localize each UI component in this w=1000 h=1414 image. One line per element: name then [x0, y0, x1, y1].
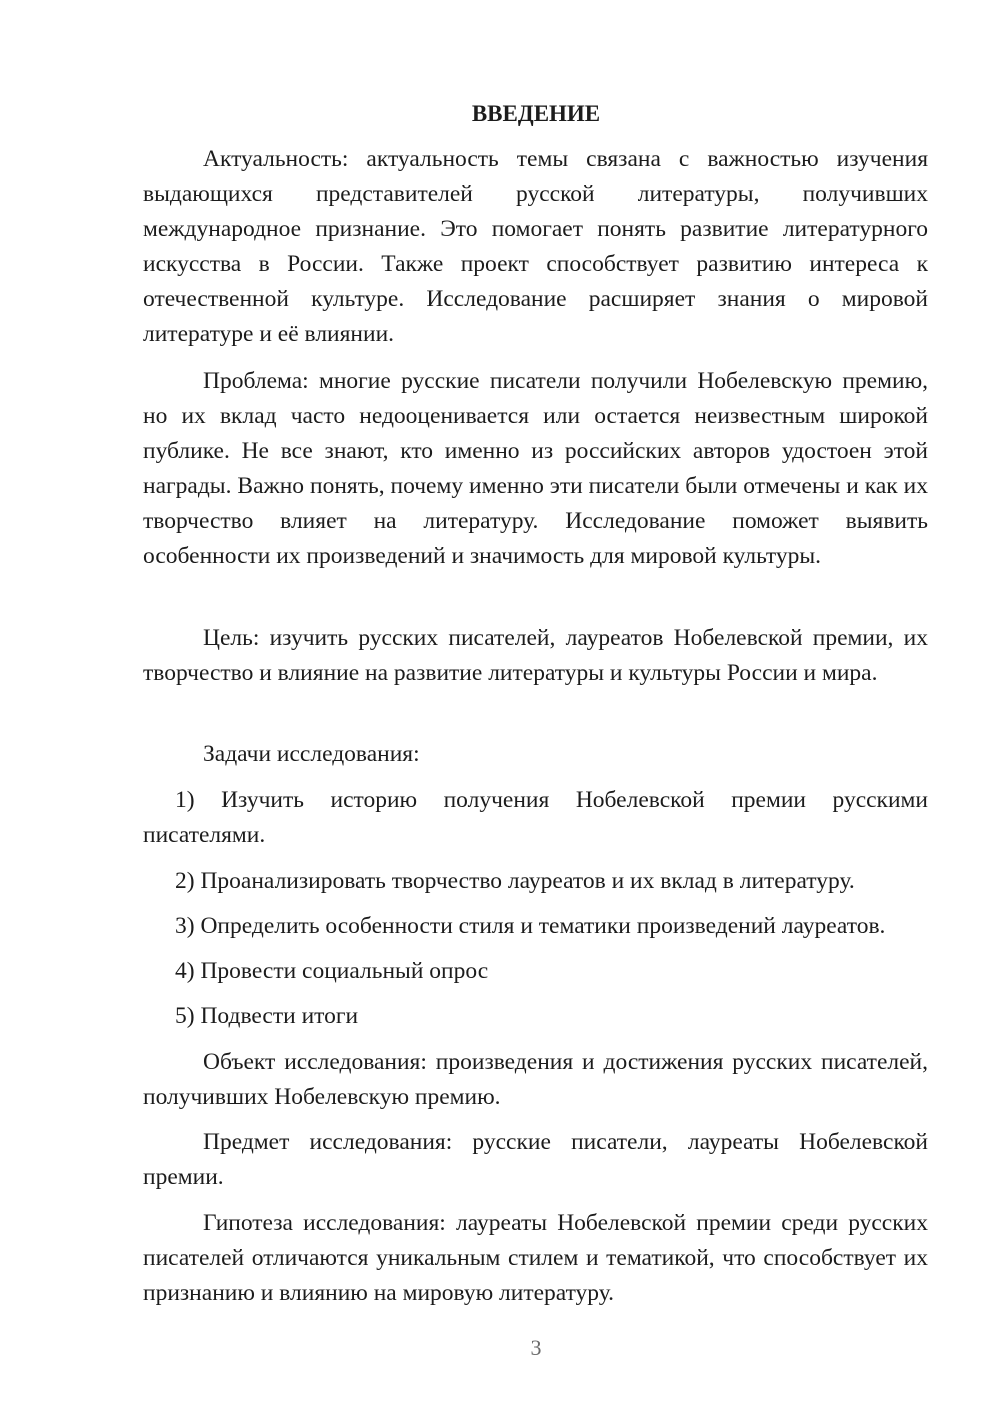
- task-item-1: 1) Изучить историю получения Нобелевской премии русскими писателями.: [143, 787, 928, 848]
- paragraph-goal: Цель: изучить русских писателей, лауреатов Нобелевской премии, их творчество и влияние на развитие литературы и культуры России и мира.: [143, 625, 928, 686]
- task-item-3: 3) Определить особенности стиля и тематики произведений лауреатов.: [175, 913, 886, 939]
- paragraph-relevance: Актуальность: актуальность темы связана с важностью изучения выдающихся представителей русской литературы, получивших международное признание. Это помогает понять развитие литературного искусства в России. Также проект способствует развитию интереса к отечественной культуре. Исследование расширяет знания о мировой литературе и её влиянии.: [143, 146, 928, 347]
- page-number: 3: [530, 1335, 542, 1360]
- paragraph-hypothesis: Гипотеза исследования: лауреаты Нобелевской премии среди русских писателей отличаются уникальным стилем и тематикой, что способствует их признанию и влиянию на мировую литературу.: [143, 1210, 928, 1306]
- page-title: ВВЕДЕНИЕ: [471, 101, 601, 126]
- paragraph-problem: Проблема: многие русские писатели получили Нобелевскую премию, но их вклад часто недооценивается или остается неизвестным широкой публике. Не все знают, кто именно из российских авторов удостоен этой награды. Важно понять, почему именно эти писатели были отмечены и как их творчество влияет на литературу. Исследование поможет выявить особенности их произведений и значимость для мировой культуры.: [143, 368, 928, 569]
- task-item-4: 4) Провести социальный опрос: [175, 958, 489, 984]
- paragraph-subject: Предмет исследования: русские писатели, лауреаты Нобелевской премии.: [143, 1129, 928, 1190]
- tasks-heading: Задачи исследования:: [203, 741, 420, 767]
- task-item-2: 2) Проанализировать творчество лауреатов и их вклад в литературу.: [175, 868, 855, 894]
- task-item-5: 5) Подвести итоги: [175, 1003, 359, 1029]
- paragraph-object: Объект исследования: произведения и достижения русских писателей, получивших Нобелевскую премию.: [143, 1049, 928, 1110]
